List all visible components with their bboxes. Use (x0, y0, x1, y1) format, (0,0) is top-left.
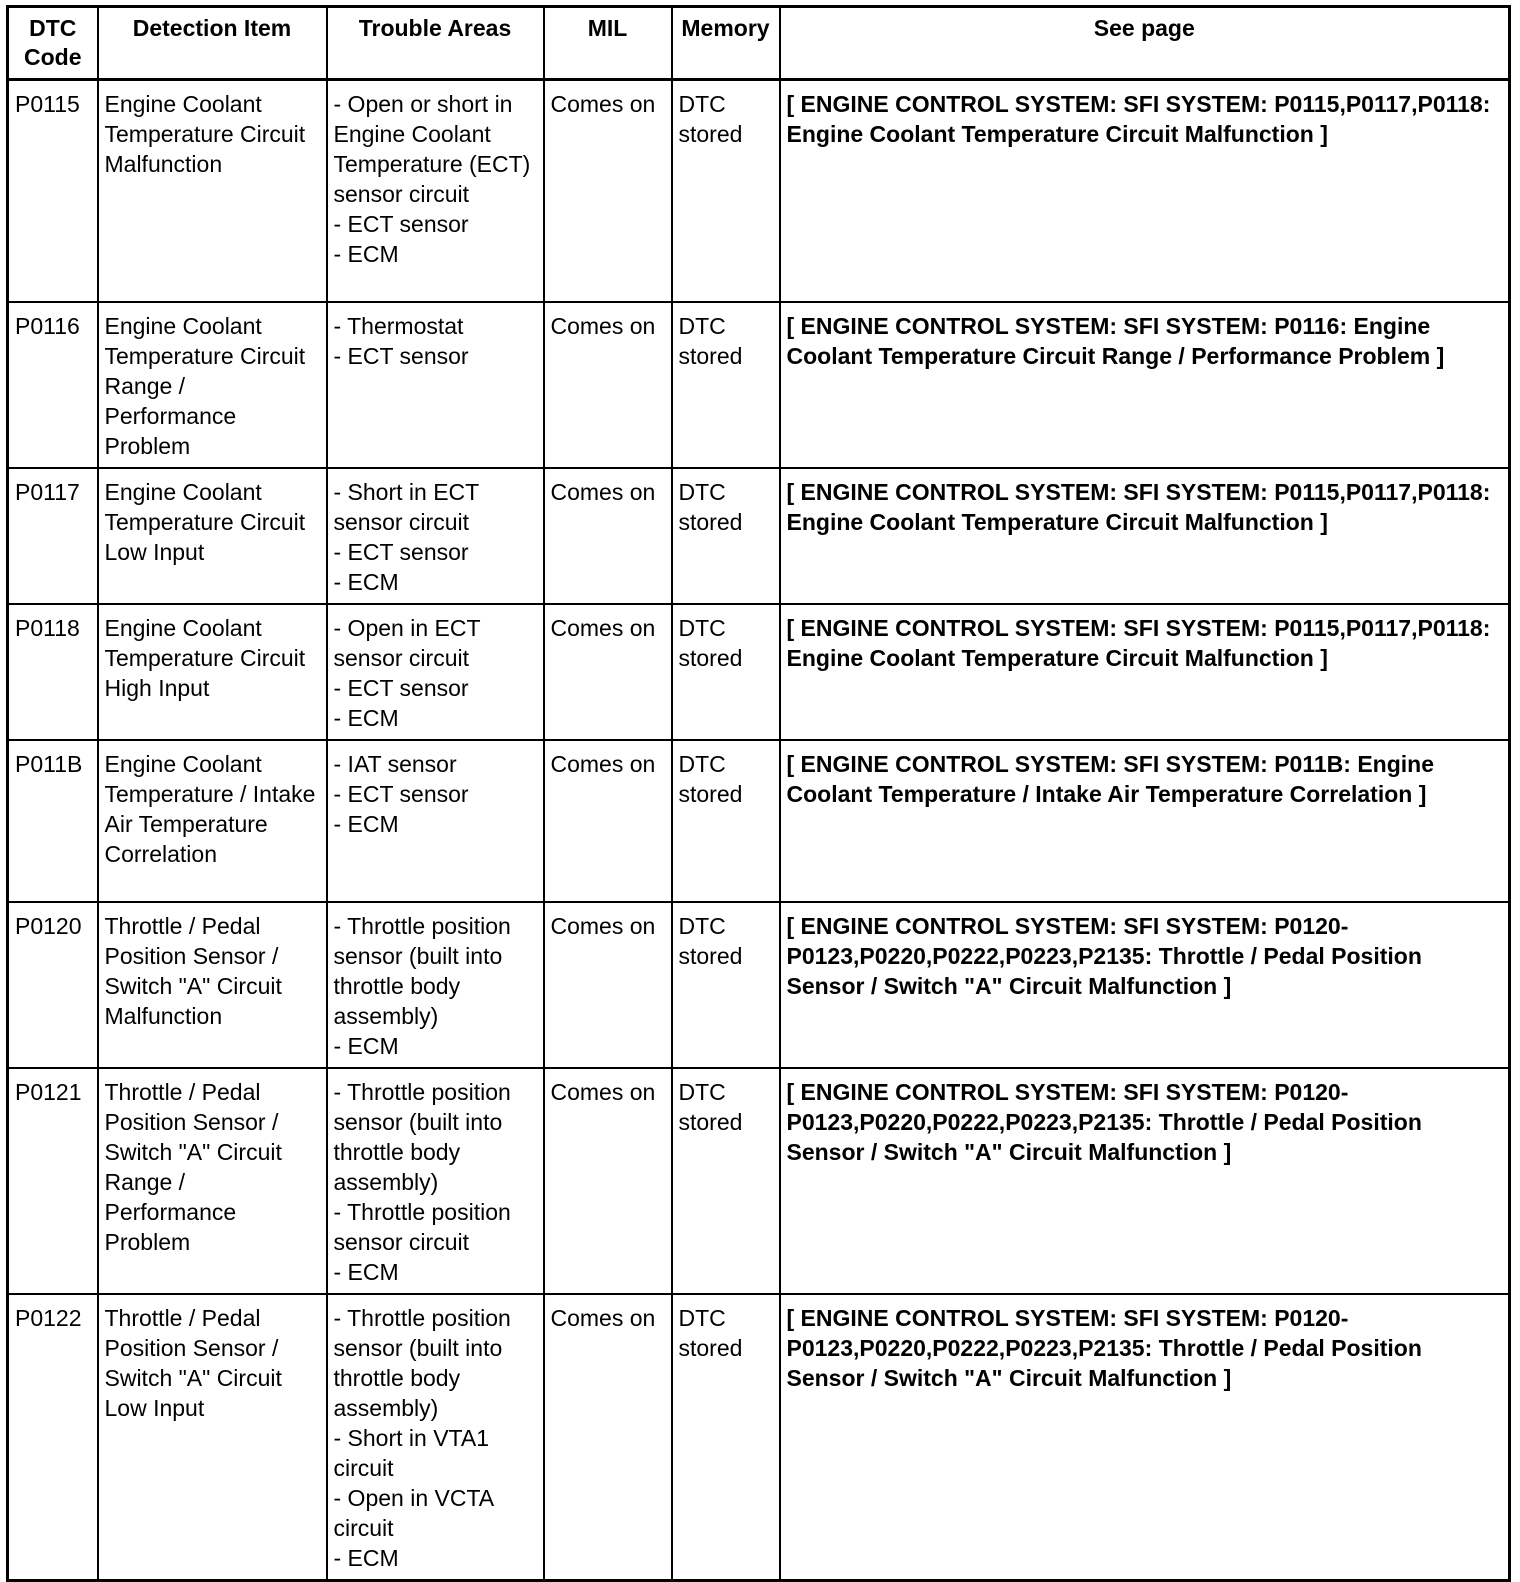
detection-item-cell: Engine Coolant Temperature Circuit Low Input (98, 468, 327, 604)
trouble-area-item: - ECM (333, 704, 399, 731)
trouble-area-item: - ECM (333, 810, 399, 837)
trouble-areas-cell (327, 740, 544, 902)
trouble-area-item: - Throttle position sensor (built into throttle body assembly) (333, 1078, 511, 1195)
dtc-code-cell: P0121 (8, 1068, 98, 1294)
trouble-area-item: - ECT sensor (333, 780, 469, 807)
trouble-area-item: - ECT sensor (333, 674, 469, 701)
dtc-code-cell: P0117 (8, 468, 98, 604)
table-row (8, 1294, 1510, 1581)
trouble-areas-cell (327, 468, 544, 604)
see-page-link: [ ENGINE CONTROL SYSTEM: SFI SYSTEM: P0115,P0117,P0118: Engine Coolant Temperature Circuit Malfunction ] (780, 604, 1510, 740)
see-page-link: [ ENGINE CONTROL SYSTEM: SFI SYSTEM: P011B: Engine Coolant Temperature / Intake Air Temperature Correlation ] (780, 740, 1510, 902)
trouble-areas-cell (327, 80, 544, 302)
mil-cell: Comes on (544, 468, 672, 604)
see-page-link: [ ENGINE CONTROL SYSTEM: SFI SYSTEM: P0115,P0117,P0118: Engine Coolant Temperature Circuit Malfunction ] (780, 468, 1510, 604)
trouble-area-item: - ECT sensor (333, 211, 469, 237)
see-page-link: [ ENGINE CONTROL SYSTEM: SFI SYSTEM: P0116: Engine Coolant Temperature Circuit Range / Performance Problem ] (780, 302, 1510, 468)
trouble-area-item: - Throttle position sensor (built into throttle body assembly) (333, 912, 511, 1029)
see-page-link: [ ENGINE CONTROL SYSTEM: SFI SYSTEM: P0120-P0123,P0220,P0222,P0223,P2135: Throttle / Pedal Position Sensor / Switch "A" Circuit Malfunction ] (780, 1068, 1510, 1294)
mil-cell: Comes on (544, 1294, 672, 1581)
detection-item-cell: Throttle / Pedal Position Sensor / Switch "A" Circuit Malfunction (98, 902, 327, 1068)
memory-cell: DTC stored (672, 902, 780, 1068)
mil-cell: Comes on (544, 604, 672, 740)
trouble-area-item: - ECT sensor (333, 538, 469, 565)
trouble-area-item: - ECM (333, 241, 399, 267)
trouble-area-item: - ECM (333, 1258, 399, 1285)
header-mil: MIL (544, 7, 672, 80)
table-body (8, 80, 1510, 1581)
table-row (8, 80, 1510, 302)
memory-cell: DTC stored (672, 604, 780, 740)
trouble-areas-cell (327, 902, 544, 1068)
detection-item-cell: Throttle / Pedal Position Sensor / Switch "A" Circuit Range / Performance Problem (98, 1068, 327, 1294)
dtc-code-cell: P0116 (8, 302, 98, 468)
trouble-area-item: - Open or short in Engine Coolant Temperature (ECT) sensor circuit (333, 91, 531, 207)
detection-item-cell: Engine Coolant Temperature Circuit Malfunction (98, 80, 327, 302)
dtc-code-cell: P0115 (8, 80, 98, 302)
memory-cell: DTC stored (672, 1068, 780, 1294)
see-page-link: [ ENGINE CONTROL SYSTEM: SFI SYSTEM: P0120-P0123,P0220,P0222,P0223,P2135: Throttle / Pedal Position Sensor / Switch "A" Circuit Malfunction ] (780, 1294, 1510, 1581)
detection-item-cell: Engine Coolant Temperature / Intake Air Temperature Correlation (98, 740, 327, 902)
see-page-link: [ ENGINE CONTROL SYSTEM: SFI SYSTEM: P0120-P0123,P0220,P0222,P0223,P2135: Throttle / Pedal Position Sensor / Switch "A" Circuit Malfunction ] (780, 902, 1510, 1068)
table-row (8, 902, 1510, 1068)
trouble-area-item: - ECM (333, 1032, 399, 1059)
trouble-area-item: - Open in ECT sensor circuit (333, 614, 481, 671)
trouble-areas-cell (327, 1068, 544, 1294)
table-row (8, 1068, 1510, 1294)
trouble-areas-cell (327, 1294, 544, 1581)
trouble-area-item: - Thermostat (333, 312, 464, 339)
memory-cell: DTC stored (672, 1294, 780, 1581)
table-row (8, 468, 1510, 604)
table-row (8, 302, 1510, 468)
memory-cell: DTC stored (672, 740, 780, 902)
see-page-link: [ ENGINE CONTROL SYSTEM: SFI SYSTEM: P0115,P0117,P0118: Engine Coolant Temperature Circuit Malfunction ] (780, 80, 1510, 302)
mil-cell: Comes on (544, 80, 672, 302)
trouble-area-item: - ECM (333, 1544, 399, 1571)
trouble-area-item: - ECT sensor (333, 342, 469, 369)
dtc-code-cell: P0122 (8, 1294, 98, 1581)
header-detection-item: Detection Item (98, 7, 327, 80)
dtc-table (6, 5, 1511, 1582)
trouble-area-item: - Short in ECT sensor circuit (333, 478, 479, 535)
trouble-areas-cell (327, 302, 544, 468)
memory-cell: DTC stored (672, 302, 780, 468)
header-see-page: See page (780, 7, 1510, 80)
dtc-code-cell: P0120 (8, 902, 98, 1068)
mil-cell: Comes on (544, 740, 672, 902)
trouble-area-item: - Throttle position sensor (built into throttle body assembly) (333, 1304, 511, 1421)
detection-item-cell: Throttle / Pedal Position Sensor / Switch "A" Circuit Low Input (98, 1294, 327, 1581)
header-row (8, 7, 1510, 80)
mil-cell: Comes on (544, 302, 672, 468)
dtc-code-cell: P0118 (8, 604, 98, 740)
memory-cell: DTC stored (672, 468, 780, 604)
table-row (8, 604, 1510, 740)
trouble-areas-cell (327, 604, 544, 740)
table-row (8, 740, 1510, 902)
detection-item-cell: Engine Coolant Temperature Circuit High Input (98, 604, 327, 740)
mil-cell: Comes on (544, 902, 672, 1068)
dtc-code-cell: P011B (8, 740, 98, 902)
trouble-area-item: - ECM (333, 568, 399, 595)
header-memory: Memory (672, 7, 780, 80)
trouble-area-item: - Throttle position sensor circuit (333, 1198, 511, 1255)
trouble-area-item: - Short in VTA1 circuit (333, 1424, 490, 1481)
trouble-area-item: - IAT sensor (333, 750, 457, 777)
mil-cell: Comes on (544, 1068, 672, 1294)
header-trouble-areas: Trouble Areas (327, 7, 544, 80)
header-dtc-code: DTC Code (8, 7, 98, 80)
trouble-area-item: - Open in VCTA circuit (333, 1484, 493, 1541)
detection-item-cell: Engine Coolant Temperature Circuit Range / Performance Problem (98, 302, 327, 468)
memory-cell: DTC stored (672, 80, 780, 302)
